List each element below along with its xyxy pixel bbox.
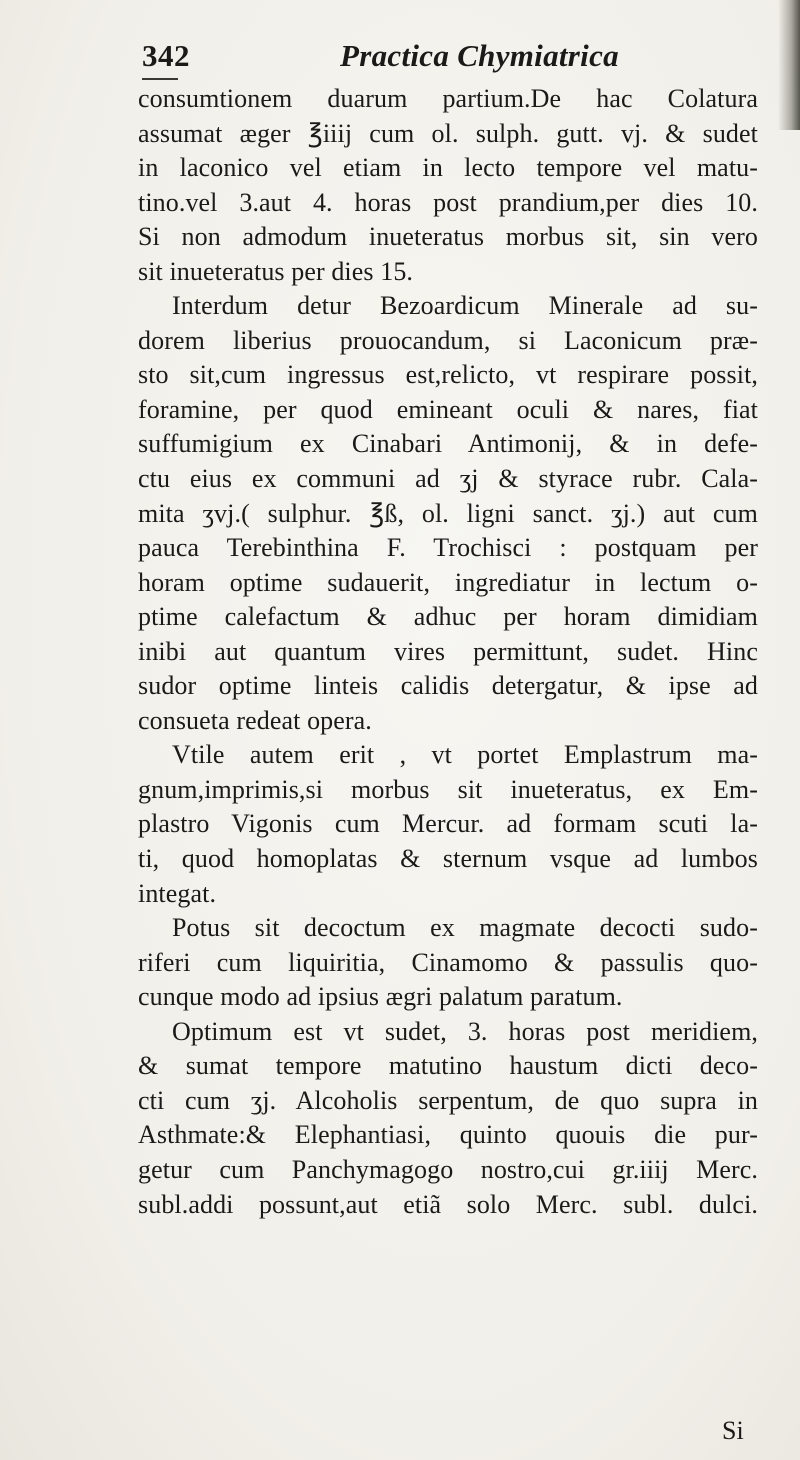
text-line: gnum,imprimis,si morbus sit inueteratus, ex Em- — [138, 774, 758, 804]
text-line: dorem liberius prouocandum, si Laconicum præ- — [138, 325, 758, 355]
page-header — [142, 38, 702, 88]
text-line: suffumigium ex Cinabari Antimonij, & in defe- — [138, 429, 758, 459]
text-line: integat. — [138, 878, 217, 908]
text-line: cti cum ʒj. Alcoholis serpentum, de quo supra in — [138, 1085, 758, 1115]
text-line: horam optime sudauerit, ingrediatur in lectum o- — [138, 567, 758, 597]
running-title: Practica Chymiatrica — [340, 38, 619, 73]
text-line: sto sit,cum ingressus est,relicto, vt respirare possit, — [138, 360, 758, 390]
text-line: subl.addi possunt,aut etiã solo Merc. subl. dulci. — [138, 1189, 758, 1219]
catchword: Si — [722, 1416, 744, 1445]
text-line: getur cum Panchymagogo nostro,cui gr.iiij Merc. — [138, 1154, 758, 1184]
text-line: ti, quod homoplatas & sternum vsque ad lumbos — [138, 844, 758, 874]
body-text — [138, 82, 758, 1222]
text-line: ctu eius ex communi ad ʒj & styrace rubr. Cala- — [138, 464, 758, 494]
text-line: Potus sit decoctum ex magmate decocti sudo- — [172, 913, 758, 943]
text-line: riferi cum liquiritia, Cinamomo & passulis quo- — [138, 947, 758, 977]
text-line: Vtile autem erit , vt portet Emplastrum ma- — [172, 740, 758, 770]
text-line: sudor optime linteis calidis detergatur, & ipse ad — [138, 671, 758, 701]
text-line: assumat æger ℥iiij cum ol. sulph. gutt. vj. & sudet — [138, 118, 758, 148]
text-line: foramine, per quod emineant oculi & nares, fiat — [138, 394, 758, 424]
page-edge-shadow — [778, 0, 800, 130]
text-line: & sumat tempore matutino haustum dicti deco- — [138, 1051, 758, 1081]
text-line: ptime calefactum & adhuc per horam dimidiam — [138, 602, 758, 632]
text-line: Interdum detur Bezoardicum Minerale ad su- — [172, 291, 758, 321]
text-line: tino.vel 3.aut 4. horas post prandium,per dies 10. — [138, 187, 758, 217]
text-line: pauca Terebinthina F. Trochisci : postquam per — [138, 533, 758, 563]
page-number: 342 — [142, 38, 190, 73]
text-line: cunque modo ad ipsius ægri palatum paratum. — [138, 982, 623, 1012]
text-line: in laconico vel etiam in lecto tempore vel matu- — [138, 153, 758, 183]
text-line: consueta redeat opera. — [138, 705, 372, 735]
text-line: Optimum est vt sudet, 3. horas post meridiem, — [172, 1016, 758, 1046]
text-line: Si non admodum inueteratus morbus sit, sin vero — [138, 222, 758, 252]
text-line: mita ʒvj.( sulphur. ℥ß, ol. ligni sanct. ʒj.) aut cum — [138, 498, 758, 528]
text-line: sit inueteratus per dies 15. — [138, 256, 414, 286]
text-line: plastro Vigonis cum Mercur. ad formam scuti la- — [138, 809, 758, 839]
text-line: Asthmate:& Elephantiasi, quinto quouis die pur- — [138, 1120, 758, 1150]
header-rule — [142, 78, 178, 80]
text-line: consumtionem duarum partium.De hac Colatura — [138, 84, 758, 113]
text-line: inibi aut quantum vires permittunt, sudet. Hinc — [138, 636, 758, 666]
